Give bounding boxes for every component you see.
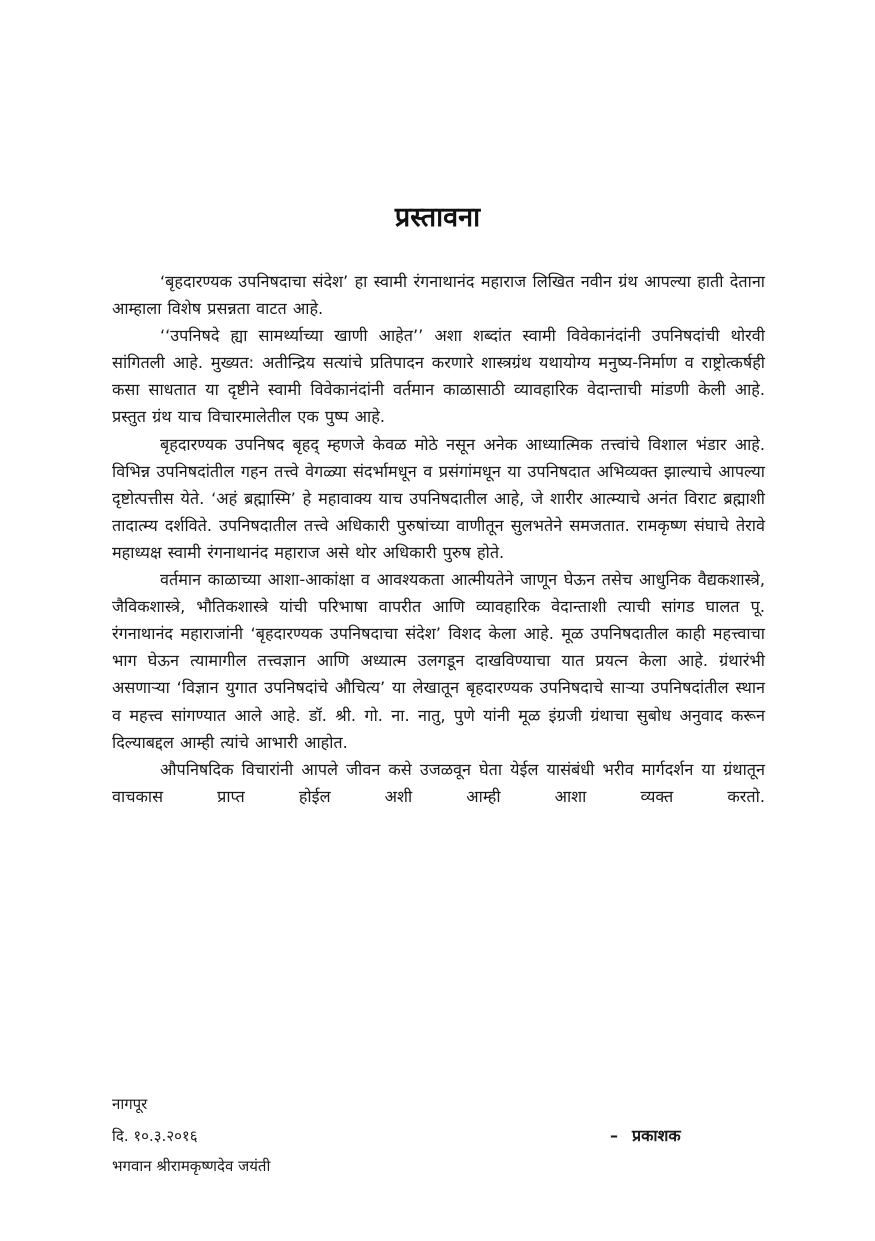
footer-place: नागपूर [112, 1095, 148, 1113]
paragraph-3: बृहदारण्यक उपनिषद बृहद् म्हणजे केवळ मोठे नसून अनेक आध्यात्मिक तत्त्वांचे विशाल भंडार आहे. विभिन्न उपनिषदांतील गहन तत्त्वे वेगळ्या संदर्भामधून व प्रसंगांमधून या उपनिषदात अभिव्यक्त झाल्याचे आपल्या दृष्टोत्पत्तीस येते. ‘अहं ब्रह्मास्मि’ हे महावाक्य याच उपनिषदातील आहे, जे शारीर आत्म्याचे अनंत विराट ब्रह्माशी तादात्म्य दर्शविते. उपनिषदातील तत्त्वे अधिकारी पुरुषांच्या वाणीतून सुलभतेने समजतात. रामकृष्ण संघाचे तेरावे महाध्यक्ष स्वामी रंगनाथानंद महाराज असे थोर अधिकारी पुरुष होते. [112, 434, 765, 562]
footer-date: दि. १०.३.२०१६ [112, 1127, 198, 1145]
footer-occasion: भगवान श्रीरामकृष्णदेव जयंती [112, 1157, 271, 1175]
signature-text: प्रकाशक [632, 1126, 681, 1145]
paragraph-5: औपनिषदिक विचारांनी आपले जीवन कसे उजळवून घेता येईल यासंबंधी भरीव मार्गदर्शन या ग्रंथातून वाचकास प्राप्त होईल अशी आम्ही आशा व्यक्त करतो. [112, 759, 765, 806]
preface-body [112, 268, 765, 810]
paragraph-2: ‘‘उपनिषदे ह्या सामर्थ्याच्या खाणी आहेत’’ अशा शब्दांत स्वामी विवेकानंदांनी उपनिषदांची थोरवी सांगितली आहे. मुख्यत: अतीन्द्रिय सत्यांचे प्रतिपादन करणारे शास्त्रग्रंथ यथायोग्य मनुष्य-निर्माण व राष्ट्रोत्कर्षही कसा साधतात या दृष्टीने स्वामी विवेकानंदांनी वर्तमान काळासाठी व्यावहारिक वेदान्ताची मांडणी केली आहे. प्रस्तुत ग्रंथ याच विचारमालेतील एक पुष्प आहे. [112, 326, 765, 427]
paragraph-1: ‘बृहदारण्यक उपनिषदाचा संदेश’ हा स्वामी रंगनाथानंद महाराज लिखित नवीन ग्रंथ आपल्या हाती देताना आम्हाला विशेष प्रसन्नता वाटत आहे. [112, 272, 765, 319]
publisher-signature [610, 1126, 681, 1146]
preface-footer [112, 1090, 765, 1180]
signature-dash: – [610, 1126, 618, 1145]
page-title: प्रस्तावना [394, 202, 481, 233]
paragraph-4: वर्तमान काळाच्या आशा-आकांक्षा व आवश्यकता आत्मीयतेने जाणून घेऊन तसेच आधुनिक वैद्यकशास्त्रे, जैविकशास्त्रे, भौतिकशास्त्रे यांची परिभाषा वापरीत आणि व्यावहारिक वेदान्ताशी त्याची सांगड घालत पू. रंगनाथानंद महाराजांनी ‘बृहदारण्यक उपनिषदाचा संदेश’ विशद केला आहे. मूळ उपनिषदातील काही महत्त्वाचा भाग घेऊन त्यामागील तत्त्वज्ञान आणि अध्यात्म उलगडून दाखविण्याचा यात प्रयत्न केला आहे. ग्रंथारंभी असणाऱ्या ‘विज्ञान युगात उपनिषदांचे औचित्य’ या लेखातून बृहदारण्यक उपनिषदाचे साऱ्या उपनिषदांतील स्थान व महत्त्व सांगण्यात आले आहे. डॉ. श्री. गो. ना. नातु, पुणे यांनी मूळ इंग्रजी ग्रंथाचा सुबोध अनुवाद करून दिल्याबद्दल आम्ही त्यांचे आभारी आहोत. [112, 570, 765, 752]
